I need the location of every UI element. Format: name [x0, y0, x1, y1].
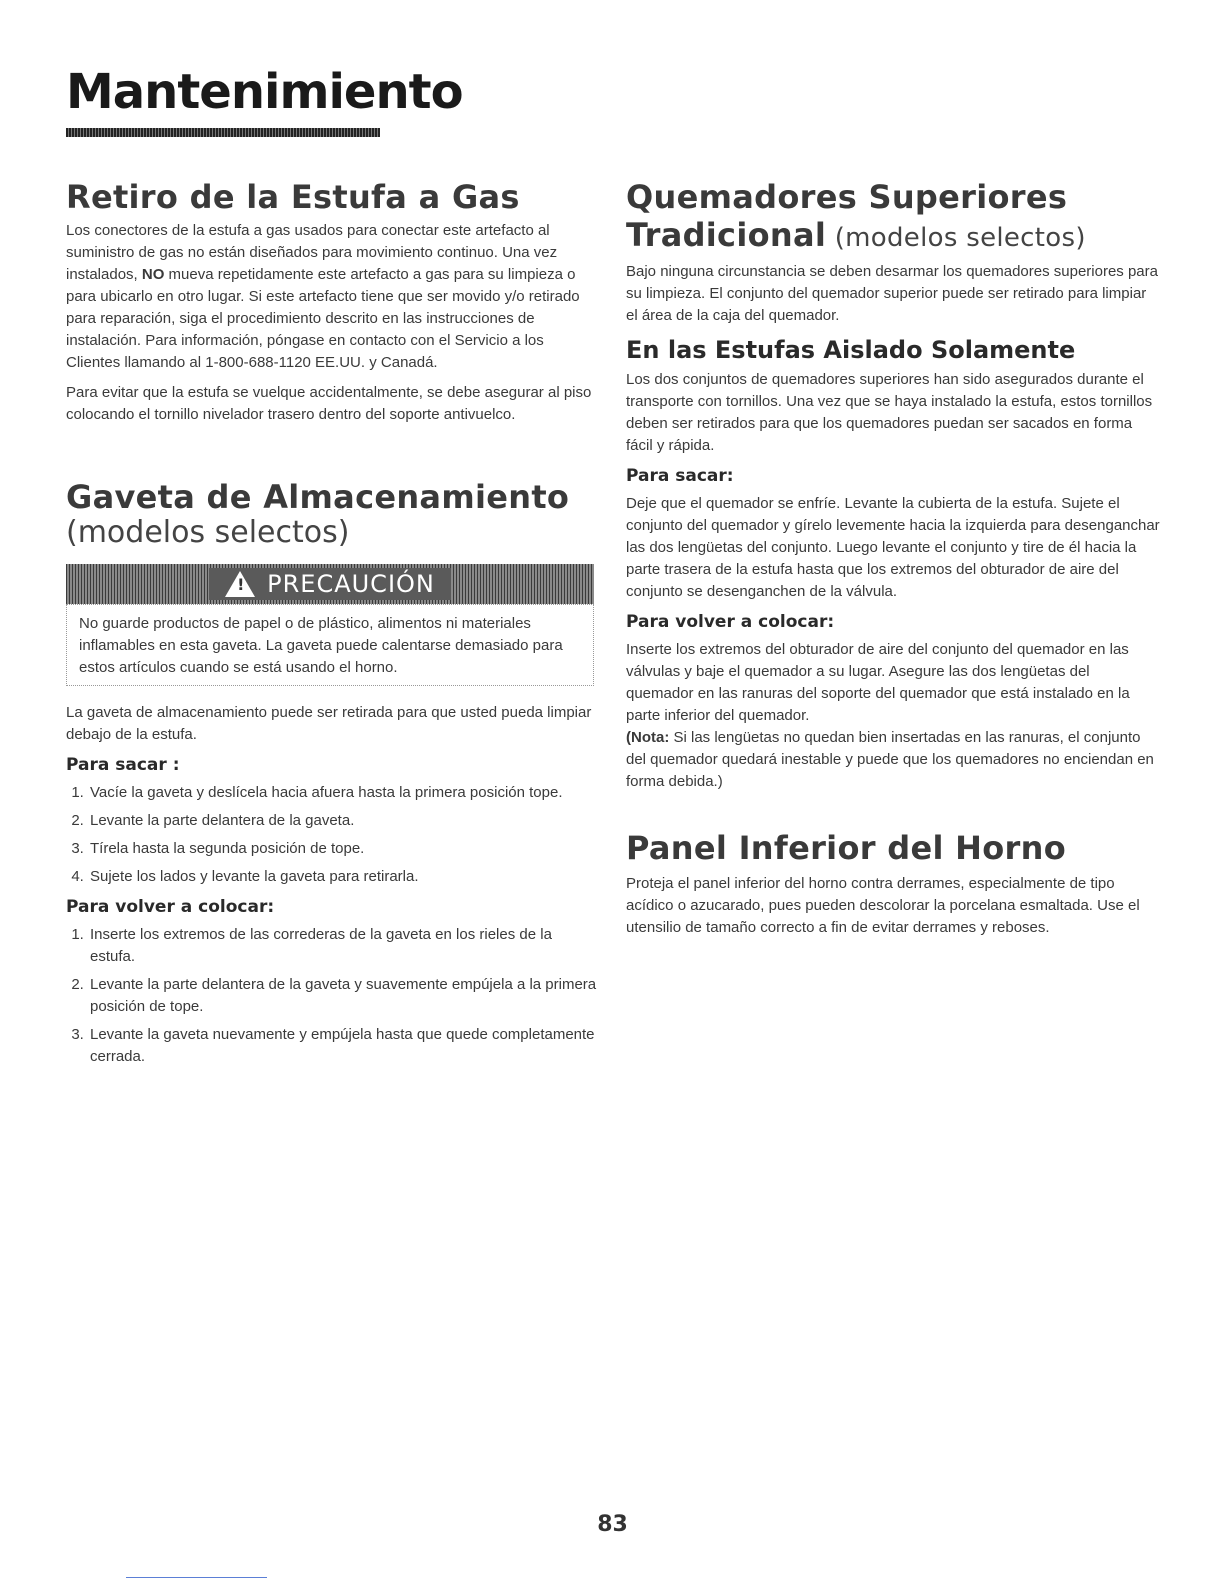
section-title-top-burners-line2: Tradicional (modelos selectos): [626, 216, 1086, 254]
list-item: 4. Sujete los lados y levante la gaveta para retirarla.: [88, 866, 601, 888]
top-burners-paragraph-1: Bajo ninguna circunstancia se deben desarmar los quemadores superiores para su limpieza. El conjunto del quemador superior puede ser retirado para limpiar el área de la caja del quemador.: [626, 263, 1158, 324]
drawer-remove-heading: Para sacar :: [66, 755, 180, 775]
caution-label: PRECAUCIÓN: [267, 570, 435, 598]
right-column: [626, 178, 1161, 947]
left-column: [66, 178, 601, 1074]
drawer-remove-steps: [66, 782, 601, 888]
caution-body: [66, 604, 594, 686]
section-oven-bottom: [626, 829, 1161, 939]
page-header: [66, 66, 463, 118]
section-title-storage-drawer: Gaveta de Almacenamiento: [66, 478, 570, 516]
section-subtitle-top-burners: (modelos selectos): [826, 223, 1086, 253]
storage-drawer-intro: La gaveta de almacenamiento puede ser retirada para que usted pueda limpiar debajo de la estufa.: [66, 704, 592, 743]
bold-no: NO: [141, 266, 165, 283]
footer-link-underline: [126, 1577, 267, 1578]
page-title: Mantenimiento: [66, 64, 463, 120]
section-gas-range-removal: [66, 178, 601, 426]
drawer-replace-heading: Para volver a colocar:: [66, 897, 275, 917]
list-item: 1. Inserte los extremos de las correderas de la gaveta en los rieles de la estufa.: [88, 924, 601, 968]
section-storage-drawer: [66, 478, 601, 1068]
sealed-burners-heading: En las Estufas Aislado Solamente: [626, 336, 1076, 364]
caution-text: No guarde productos de papel o de plástico, alimentos ni materiales inflamables en esta gaveta. La gaveta puede calentarse demasiado para estos artículos cuando se está usando el horno.: [79, 615, 563, 676]
section-subtitle-storage-drawer: (modelos selectos): [66, 515, 350, 550]
list-item: 3. Levante la gaveta nuevamente y empújela hasta que quede completamente cerrada.: [88, 1024, 601, 1068]
warning-triangle-icon: [225, 571, 255, 597]
list-item: 1. Vacíe la gaveta y deslícela hacia afuera hasta la primera posición tope.: [88, 782, 601, 804]
header-rule: [66, 128, 380, 137]
gas-range-paragraph-2: Para evitar que la estufa se vuelque accidentalmente, se debe asegurar al piso colocando el tornillo nivelador trasero dentro del soporte antivuelco.: [66, 384, 592, 423]
note-label: (Nota:: [626, 729, 670, 746]
note-text: Si las lengüetas no quedan bien insertadas en las ranuras, el conjunto del quemador quedará inestable y puede que los quemadores no enciendan en forma debida.): [626, 729, 1154, 790]
list-item: 3. Tírela hasta la segunda posición de tope.: [88, 838, 601, 860]
oven-bottom-paragraph: Proteja el panel inferior del horno contra derrames, especialmente de tipo acídico o azucarado, pues pueden descolorar la porcelana esmaltada. Use el utensilio de tamaño correcto a fin de evitar derrames y reboses.: [626, 875, 1140, 936]
burner-remove-heading: Para sacar:: [626, 466, 734, 486]
drawer-replace-steps: [66, 924, 601, 1068]
caution-box: [66, 564, 594, 686]
caution-banner: [66, 564, 594, 604]
page-number: 83: [597, 1512, 628, 1537]
list-item: 2. Levante la parte delantera de la gaveta.: [88, 810, 601, 832]
gas-range-paragraph-1: Los conectores de la estufa a gas usados para conectar este artefacto al suministro de gas no están diseñados para movimiento continuo. Una vez instalados, NO mueva repetidamente este artefacto a gas para su limpieza o para ubicarlo en otro lugar. Si este artefacto tiene que ser movido y/o retirado para reparación, siga el procedimiento descrito en las instrucciones de instalación. Para información, póngase en contacto con el Servicio a los Clientes llamando al 1-800-688-1120 EE.UU. y Canadá.: [66, 222, 580, 371]
sealed-burners-paragraph: Los dos conjuntos de quemadores superiores han sido asegurados durante el transporte con tornillos. Una vez que se haya instalado la estufa, estos tornillos deben ser retirados para que los quemadores puedan ser sacados en forma fácil y rápida.: [626, 371, 1153, 454]
burner-replace-heading: Para volver a colocar:: [626, 612, 835, 632]
burner-replace-text: Inserte los extremos del obturador de aire del conjunto del quemador en las válvulas y baje el quemador a su lugar. Asegure las dos lengüetas del quemador en las ranuras del soporte del quemador que está instalado en la parte inferior del quemador. (Nota: Si las lengüetas no quedan bien insertadas en las ranuras, el conjunto del quemador quedará inestable y puede que los quemadores no enciendan en forma debida.): [626, 641, 1154, 790]
section-top-burners: [626, 178, 1161, 793]
list-item: 2. Levante la parte delantera de la gaveta y suavemente empújela a la primera posición de tope.: [88, 974, 601, 1018]
section-title-gas-range-removal: Retiro de la Estufa a Gas: [66, 178, 520, 216]
section-title-oven-bottom: Panel Inferior del Horno: [626, 829, 1066, 867]
burner-remove-text: Deje que el quemador se enfríe. Levante la cubierta de la estufa. Sujete el conjunto del quemador y gírelo levemente hacia la izquierda para desenganchar las dos lengüetas del conjunto. Luego levante el conjunto y tire de él hacia la parte trasera de la estufa hasta que los extremos del obturador de aire del conjunto se desenganchen de la válvula.: [626, 495, 1160, 600]
section-title-top-burners: Quemadores Superiores: [626, 178, 1068, 216]
